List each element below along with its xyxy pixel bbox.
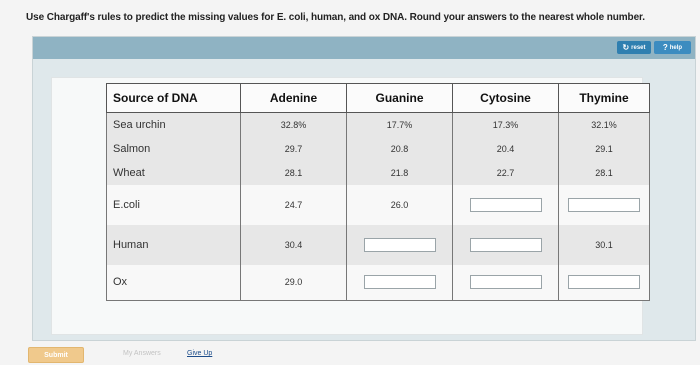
header-guanine: Guanine bbox=[347, 84, 453, 113]
thymine-cell bbox=[559, 185, 650, 225]
reset-label: reset bbox=[631, 44, 646, 51]
header-adenine: Adenine bbox=[241, 84, 347, 113]
cytosine-cell bbox=[453, 225, 559, 265]
table-header-row bbox=[107, 84, 650, 113]
ecoli-thymine-input[interactable] bbox=[568, 198, 640, 212]
guanine-cell bbox=[347, 265, 453, 301]
source-cell: Wheat bbox=[107, 161, 241, 185]
reset-icon: ↻ bbox=[622, 43, 630, 52]
question-text: Use Chargaff's rules to predict the missing values for E. coli, human, and ox DNA. Round your answers to the nearest whole number. bbox=[26, 12, 645, 23]
source-cell: Ox bbox=[107, 265, 241, 301]
guanine-cell bbox=[347, 225, 453, 265]
adenine-cell: 24.7 bbox=[241, 185, 347, 225]
header-thymine: Thymine bbox=[559, 84, 650, 113]
cytosine-cell: 17.3% bbox=[453, 113, 559, 137]
source-cell: E.coli bbox=[107, 185, 241, 225]
help-button[interactable] bbox=[654, 41, 691, 54]
table-row bbox=[107, 161, 650, 185]
human-guanine-input[interactable] bbox=[364, 238, 436, 252]
ox-cytosine-input[interactable] bbox=[470, 275, 542, 289]
thymine-cell: 29.1 bbox=[559, 137, 650, 161]
adenine-cell: 32.8% bbox=[241, 113, 347, 137]
cytosine-cell bbox=[453, 265, 559, 301]
give-up-link[interactable]: Give Up bbox=[187, 350, 213, 357]
adenine-cell: 30.4 bbox=[241, 225, 347, 265]
table-row bbox=[107, 225, 650, 265]
guanine-cell: 21.8 bbox=[347, 161, 453, 185]
source-cell: Sea urchin bbox=[107, 113, 241, 137]
table-row bbox=[107, 113, 650, 137]
adenine-cell: 29.7 bbox=[241, 137, 347, 161]
cytosine-cell bbox=[453, 185, 559, 225]
panel-toolbar bbox=[33, 37, 695, 59]
dna-table bbox=[106, 83, 650, 301]
source-cell: Salmon bbox=[107, 137, 241, 161]
guanine-cell: 26.0 bbox=[347, 185, 453, 225]
adenine-cell: 29.0 bbox=[241, 265, 347, 301]
submit-button[interactable]: Submit bbox=[28, 347, 84, 363]
cytosine-cell: 22.7 bbox=[453, 161, 559, 185]
help-label: help bbox=[669, 44, 683, 51]
source-cell: Human bbox=[107, 225, 241, 265]
help-icon: ? bbox=[662, 43, 668, 52]
ox-guanine-input[interactable] bbox=[364, 275, 436, 289]
reset-button[interactable] bbox=[617, 41, 651, 54]
guanine-cell: 20.8 bbox=[347, 137, 453, 161]
guanine-cell: 17.7% bbox=[347, 113, 453, 137]
ox-thymine-input[interactable] bbox=[568, 275, 640, 289]
table-row bbox=[107, 137, 650, 161]
header-cytosine: Cytosine bbox=[453, 84, 559, 113]
thymine-cell: 32.1% bbox=[559, 113, 650, 137]
cytosine-cell: 20.4 bbox=[453, 137, 559, 161]
my-answers-link[interactable]: My Answers bbox=[123, 350, 161, 357]
thymine-cell: 28.1 bbox=[559, 161, 650, 185]
header-source: Source of DNA bbox=[107, 84, 241, 113]
ecoli-cytosine-input[interactable] bbox=[470, 198, 542, 212]
thymine-cell: 30.1 bbox=[559, 225, 650, 265]
thymine-cell bbox=[559, 265, 650, 301]
table-row bbox=[107, 265, 650, 301]
table-row bbox=[107, 185, 650, 225]
adenine-cell: 28.1 bbox=[241, 161, 347, 185]
human-cytosine-input[interactable] bbox=[470, 238, 542, 252]
